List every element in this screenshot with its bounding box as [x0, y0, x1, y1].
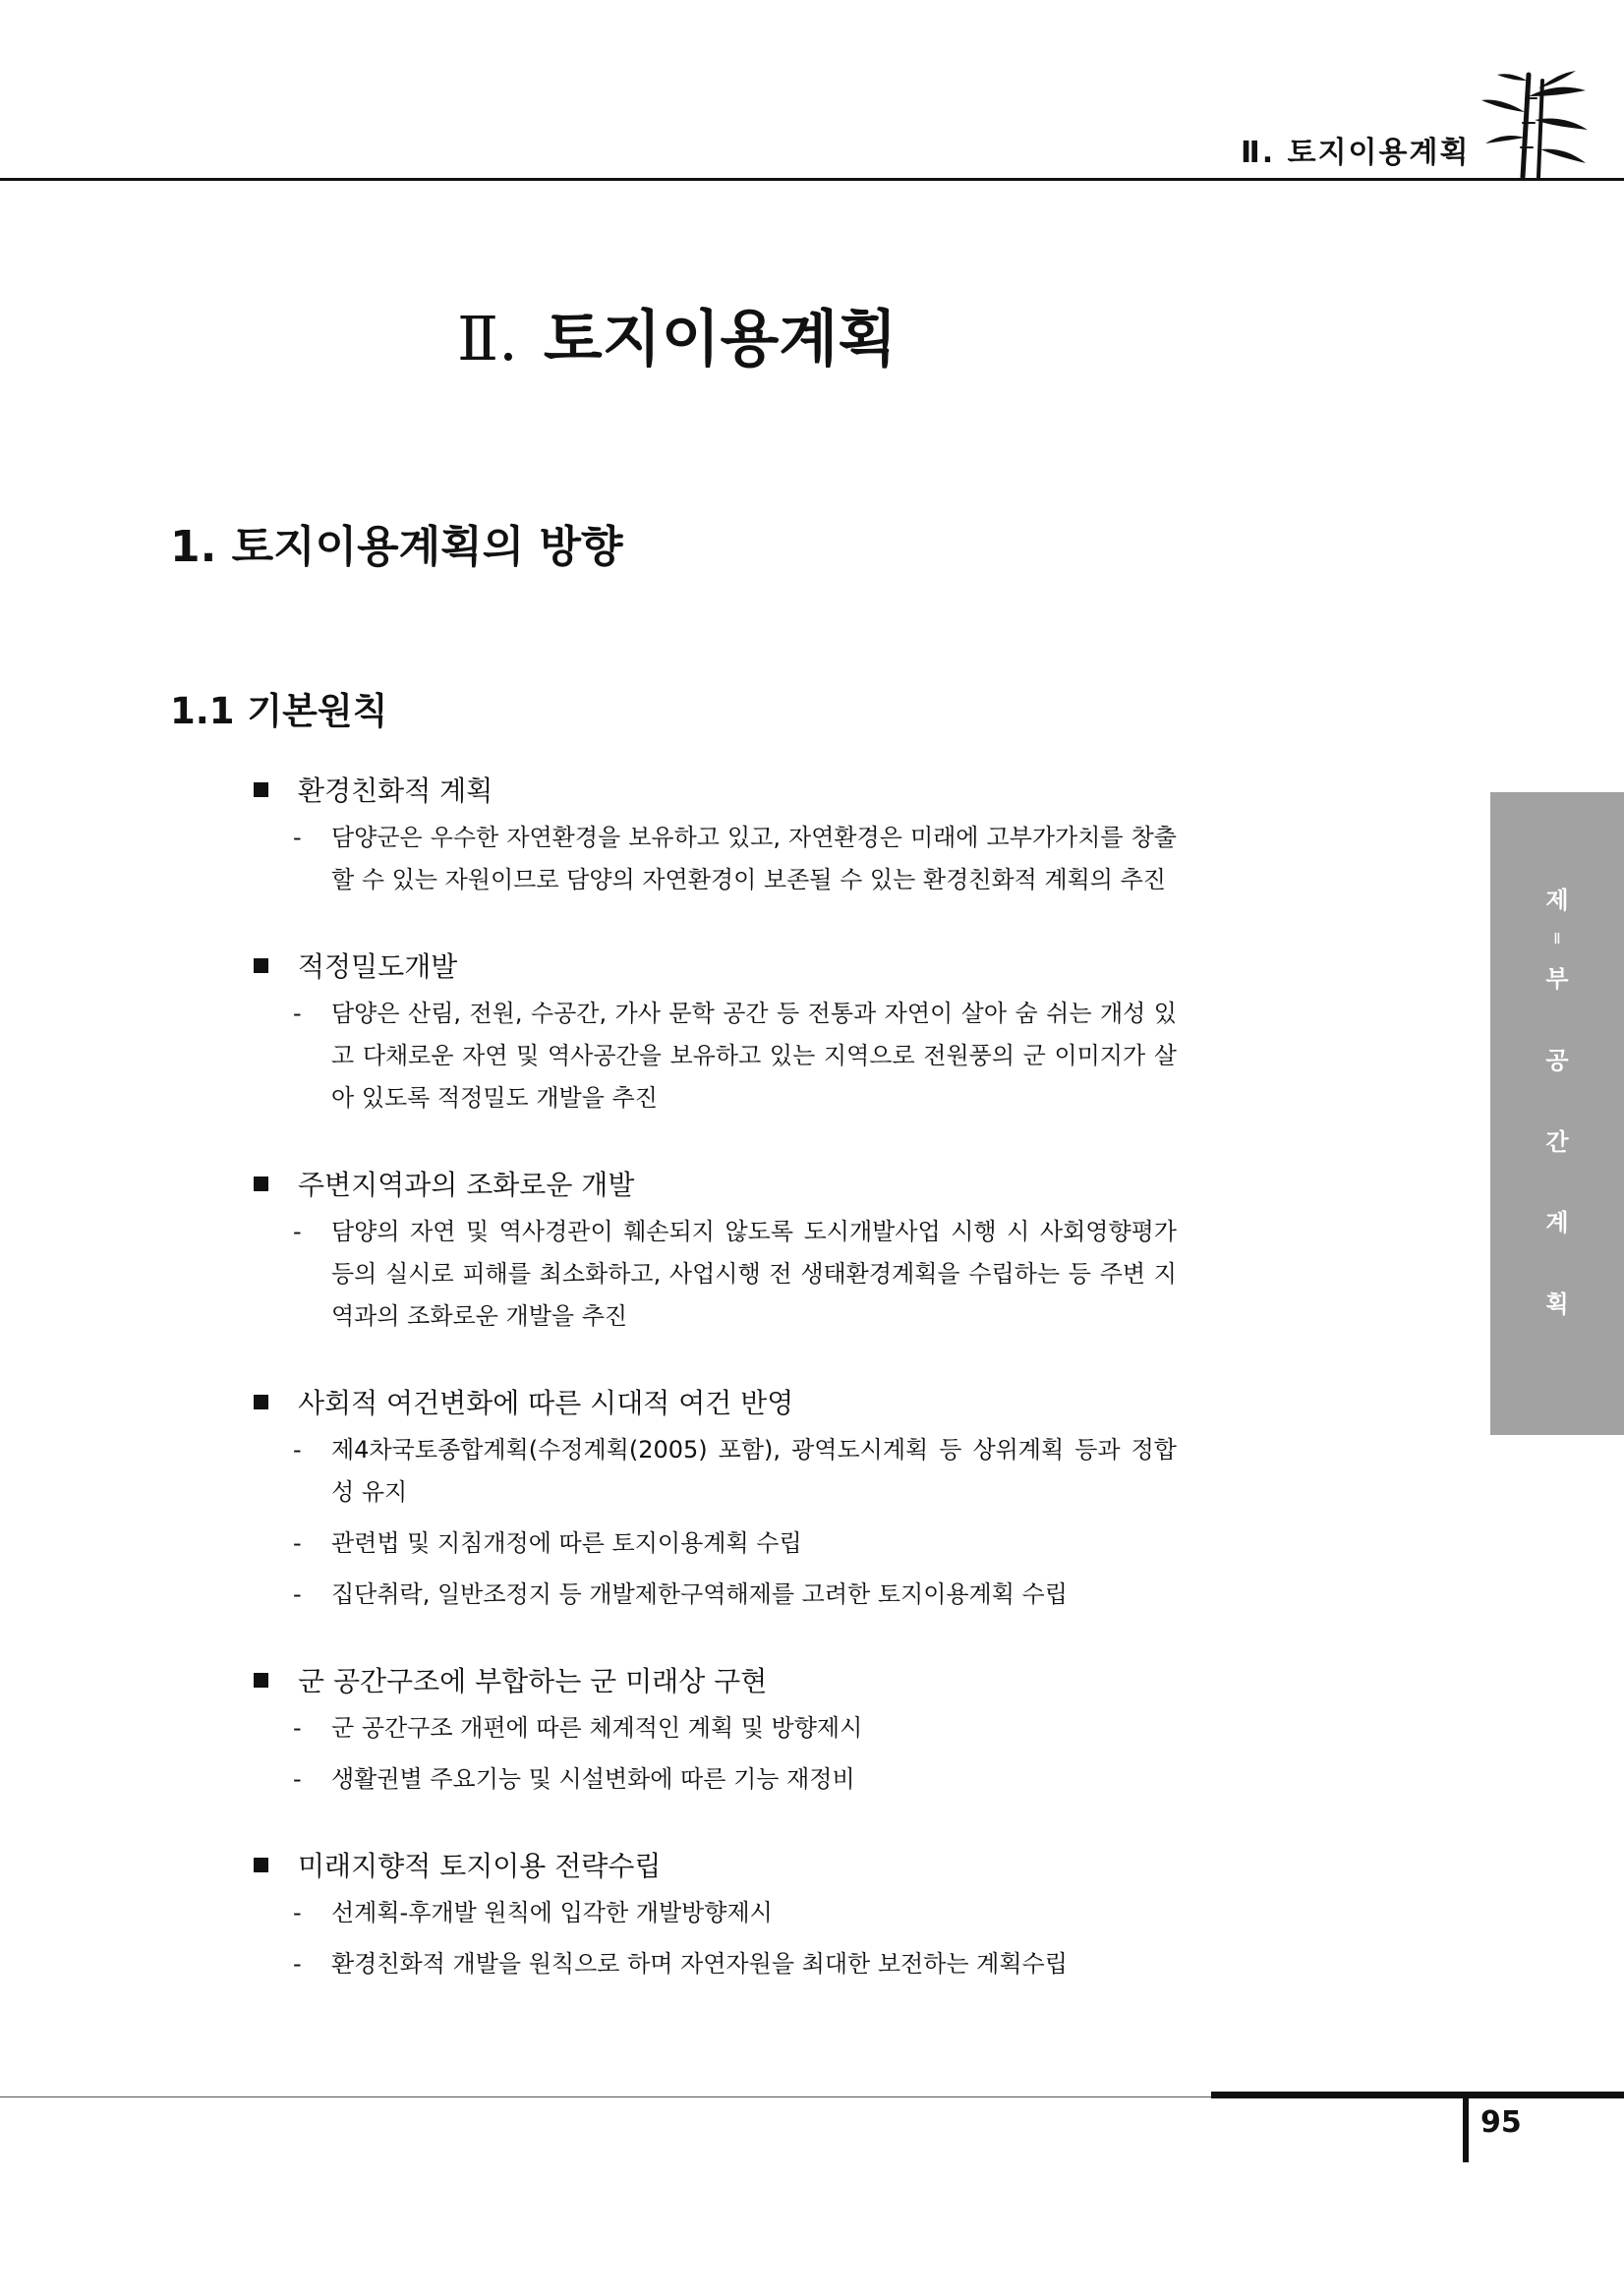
chapter-title-text: 토지이용계획 [543, 303, 898, 374]
list-item [254, 1707, 1178, 1750]
principle-heading-text: 적정밀도개발 [298, 950, 458, 983]
subsection-title: 1.1 기본원칙 [170, 690, 388, 732]
principles-list [254, 768, 1178, 2028]
dash-bullet: - [293, 1218, 302, 1245]
principle-heading [254, 1162, 1178, 1205]
principle-heading-text: 미래지향적 토지이용 전략수립 [298, 1850, 662, 1882]
list-item-text: 담양의 자연 및 역사경관이 훼손되지 않도록 도시개발사업 시행 시 사회영향평가 등의 실시로 피해를 최소화하고, 사업시행 전 생태환경계획을 수립하는 등 주변 지역과의 조화로운 개발을 추진 [331, 1218, 1177, 1330]
list-item-text: 관련법 및 지침개정에 따른 토지이용계획 수립 [331, 1529, 802, 1557]
principle-heading [254, 944, 1178, 987]
footer-tick [1463, 2095, 1469, 2162]
list-item-text: 담양은 산림, 전원, 수공간, 가사 문학 공간 등 전통과 자연이 살아 숨 쉬는 개성 있고 다채로운 자연 및 역사공간을 보유하고 있는 지역으로 전원풍의 군 이미지가 살아 있도록 적정밀도 개발을 추진 [331, 1000, 1177, 1112]
list-item-text: 환경친화적 개발을 원칙으로 하며 자연자원을 최대한 보전하는 계획수립 [331, 1950, 1068, 1978]
side-tab-label: 제 [1545, 887, 1569, 914]
square-bullet-icon [254, 958, 268, 973]
principle-heading-text: 사회적 여건변화에 따른 시대적 여건 반영 [298, 1387, 794, 1419]
section-title: 1. 토지이용계획의 방향 [170, 522, 623, 572]
list-item-text: 담양군은 우수한 자연환경을 보유하고 있고, 자연환경은 미래에 고부가가치를 창출할 수 있는 자원이므로 담양의 자연환경이 보존될 수 있는 환경친화적 계획의 추진 [331, 824, 1177, 893]
part-side-tab [1490, 792, 1624, 1435]
header-rule [0, 178, 1624, 181]
list-item [254, 1943, 1178, 1985]
side-tab-label: Ⅱ [1553, 930, 1561, 947]
dash-bullet: - [293, 824, 302, 851]
list-item-text: 집단취락, 일반조정지 등 개발제한구역해제를 고려한 토지이용계획 수립 [331, 1580, 1068, 1608]
list-item-text: 제4차국토종합계획(수정계획(2005) 포함), 광역도시계획 등 상위계획 등과 정합성 유지 [331, 1436, 1177, 1506]
principle-heading [254, 1380, 1178, 1423]
bamboo-icon [1479, 69, 1590, 179]
list-item [254, 1429, 1178, 1514]
list-item [254, 993, 1178, 1119]
side-tab-label: 부 [1545, 965, 1569, 993]
dash-bullet: - [293, 1765, 302, 1793]
square-bullet-icon [254, 1858, 268, 1872]
chapter-number: Ⅱ. [457, 303, 518, 374]
dash-bullet: - [293, 1436, 302, 1464]
principle-block [254, 1658, 1178, 1801]
dash-bullet: - [293, 1000, 302, 1027]
list-item-text: 생활권별 주요기능 및 시설변화에 따른 기능 재정비 [331, 1765, 855, 1793]
square-bullet-icon [254, 782, 268, 797]
principle-block [254, 944, 1178, 1119]
list-item [254, 1892, 1178, 1934]
footer-bar [1211, 2092, 1624, 2098]
principle-heading-text: 환경친화적 계획 [298, 775, 493, 807]
chapter-title [457, 290, 897, 377]
dash-bullet: - [293, 1529, 302, 1557]
principle-block [254, 1843, 1178, 1985]
running-title: Ⅱ. 토지이용계획 [1241, 136, 1471, 170]
page-number: 95 [1480, 2105, 1522, 2140]
list-item-text: 선계획-후개발 원칙에 입각한 개발방향제시 [331, 1899, 773, 1926]
dash-bullet: - [293, 1580, 302, 1608]
dash-bullet: - [293, 1950, 302, 1978]
square-bullet-icon [254, 1177, 268, 1191]
principle-block [254, 1162, 1178, 1338]
square-bullet-icon [254, 1673, 268, 1688]
principle-heading-text: 군 공간구조에 부합하는 군 미래상 구현 [298, 1665, 768, 1697]
list-item-text: 군 공간구조 개편에 따른 체계적인 계획 및 방향제시 [331, 1714, 863, 1742]
list-item [254, 1211, 1178, 1338]
side-tab-label: 공 [1545, 1047, 1569, 1074]
square-bullet-icon [254, 1395, 268, 1409]
principle-heading [254, 1843, 1178, 1886]
principle-block [254, 1380, 1178, 1616]
principle-block [254, 768, 1178, 901]
principle-heading-text: 주변지역과의 조화로운 개발 [298, 1169, 635, 1201]
side-tab-label: 계 [1545, 1209, 1569, 1236]
dash-bullet: - [293, 1714, 302, 1742]
dash-bullet: - [293, 1899, 302, 1926]
list-item [254, 817, 1178, 901]
side-tab-label: 간 [1545, 1128, 1569, 1156]
list-item [254, 1758, 1178, 1801]
list-item [254, 1522, 1178, 1565]
side-tab-label: 획 [1545, 1291, 1569, 1318]
principle-heading [254, 1658, 1178, 1701]
list-item [254, 1574, 1178, 1616]
principle-heading [254, 768, 1178, 811]
